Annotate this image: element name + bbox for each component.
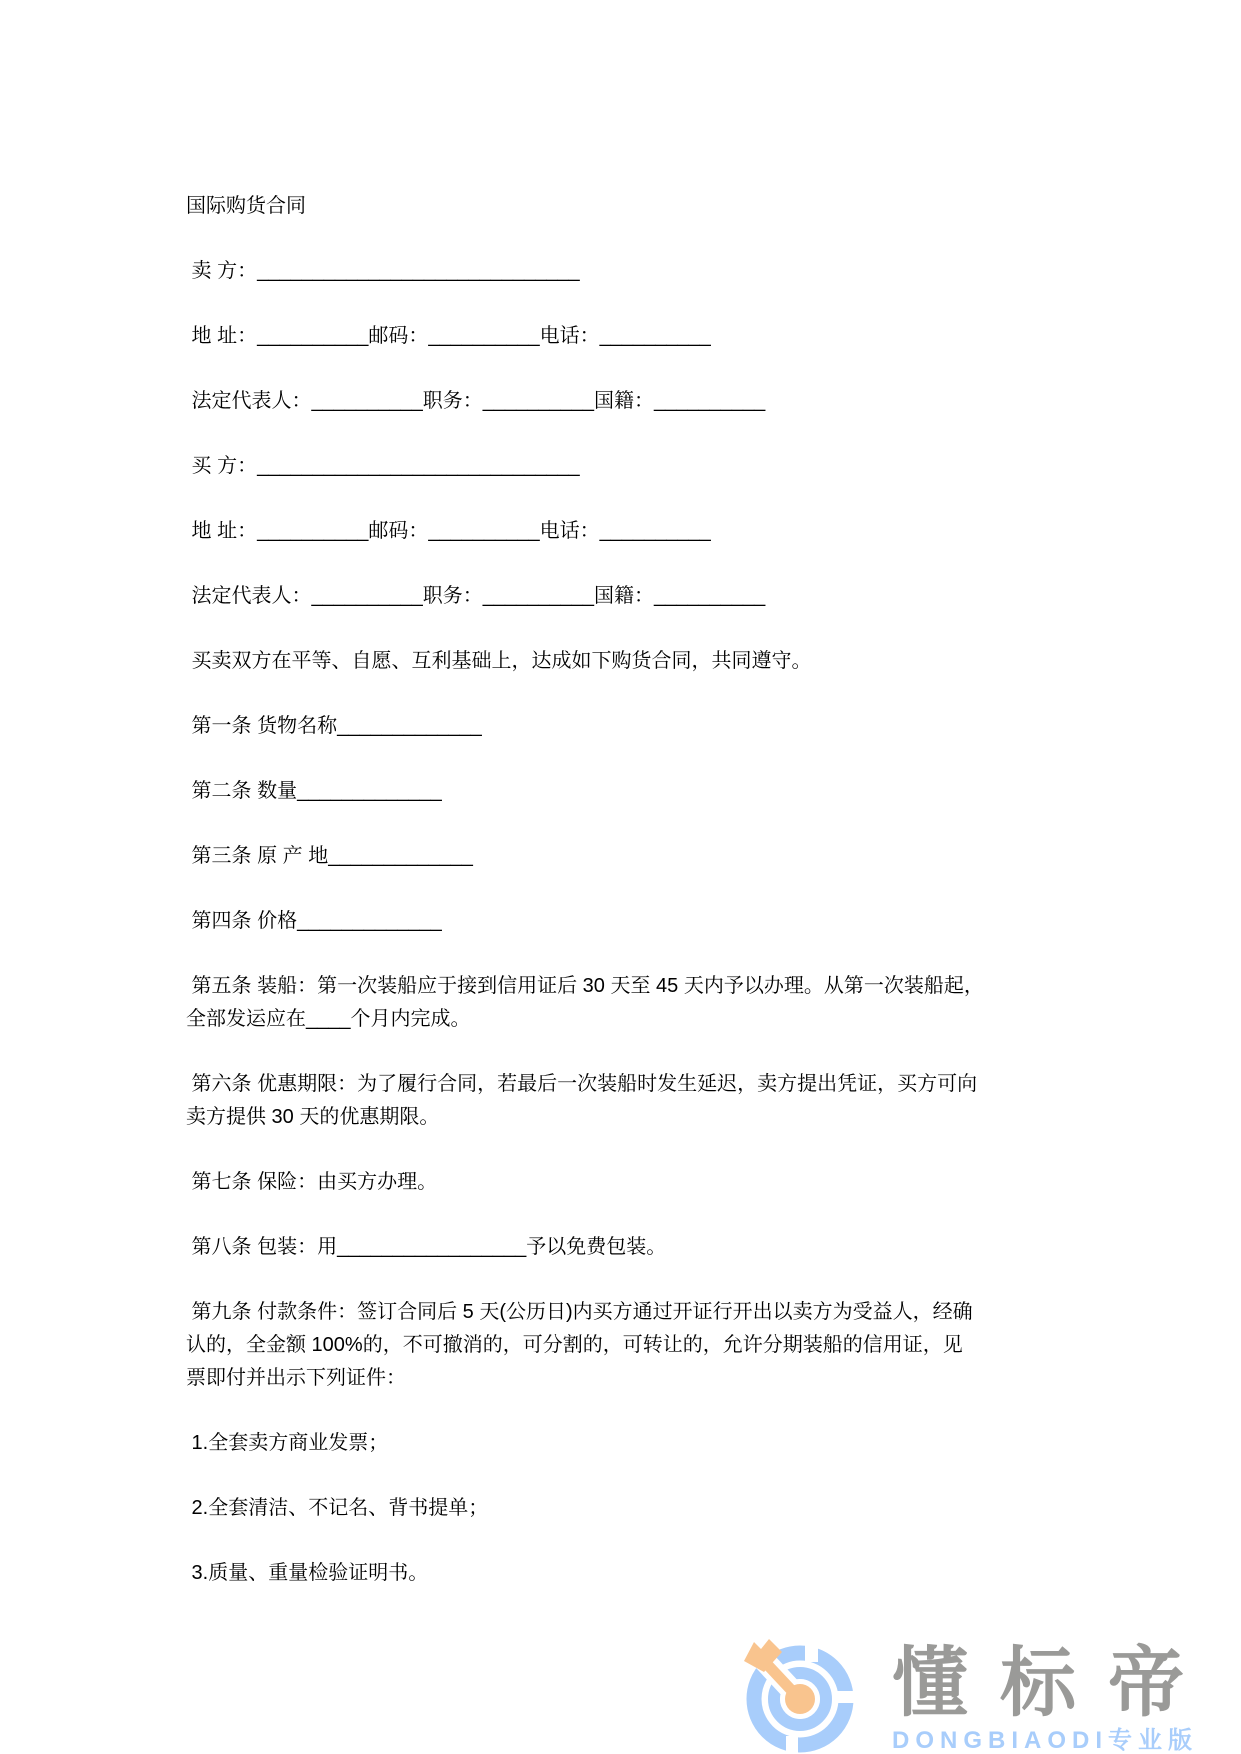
- paragraph: [186, 710, 1126, 743]
- paragraph: [186, 905, 1126, 938]
- brand-text-block: [892, 1633, 1222, 1753]
- paragraph-line: 地 址：__________邮码：__________电话：__________: [186, 325, 711, 347]
- paragraph-line: 第三条 原 产 地_____________: [186, 845, 473, 867]
- paragraph-line: 第八条 包装：用_________________予以免费包装。: [186, 1236, 667, 1258]
- paragraphs-container: [186, 255, 1126, 1590]
- paragraph-line: 买卖双方在平等、自愿、互利基础上，达成如下购货合同，共同遵守。: [186, 650, 812, 672]
- paragraph-line: 1.全套卖方商业发票；: [186, 1432, 389, 1454]
- paragraph-line: 第四条 价格_____________: [186, 910, 442, 932]
- target-dart-icon: [742, 1637, 858, 1754]
- paragraph-line: 买 方：_____________________________: [186, 455, 580, 477]
- paragraph: [186, 645, 1126, 678]
- paragraph: [186, 515, 1126, 548]
- brand-watermark: [742, 1633, 1222, 1754]
- paragraph: [186, 1427, 1126, 1460]
- paragraph-line: 票即付并出示下列证件：: [186, 1367, 406, 1389]
- paragraph-line: 认的，全金额 100%的，不可撤消的，可分割的，可转让的，允许分期装船的信用证，见: [186, 1334, 963, 1356]
- paragraph: [186, 1557, 1126, 1590]
- paragraph-line: 2.全套清洁、不记名、背书提单；: [186, 1497, 489, 1519]
- paragraph: [186, 385, 1126, 418]
- paragraph-line: 法定代表人：__________职务：__________国籍：__________: [186, 585, 766, 607]
- paragraph: [186, 840, 1126, 873]
- paragraph-line: 第七条 保险：由买方办理。: [186, 1171, 438, 1193]
- paragraph: [186, 580, 1126, 613]
- paragraph-line: 第一条 货物名称_____________: [186, 715, 482, 737]
- paragraph-line: 第九条 付款条件：签订合同后 5 天(公历日)内买方通过开证行开出以卖方为受益人，经确: [186, 1301, 973, 1323]
- paragraph-line: 第六条 优惠期限：为了履行合同，若最后一次装船时发生延迟，卖方提出凭证，买方可向: [186, 1073, 978, 1095]
- brand-subtitle: DONGBIAODI专业版: [892, 1727, 1198, 1754]
- paragraph-line: 卖方提供 30 天的优惠期限。: [186, 1106, 440, 1128]
- paragraph: [186, 1231, 1126, 1264]
- paragraph-line: 法定代表人：__________职务：__________国籍：__________: [186, 390, 766, 412]
- paragraph-line: 3.质量、重量检验证明书。: [186, 1562, 429, 1584]
- paragraph-line: 第五条 装船：第一次装船应于接到信用证后 30 天至 45 天内予以办理。从第一次装船起，: [186, 975, 984, 997]
- brand-name: 懂标帝: [892, 1641, 1216, 1726]
- paragraph: [186, 255, 1126, 288]
- paragraph: [186, 970, 1126, 1036]
- paragraph: [186, 1068, 1126, 1134]
- document-title: 国际购货合同: [186, 195, 306, 217]
- paragraph: [186, 450, 1126, 483]
- paragraph-line: 第二条 数量_____________: [186, 780, 442, 802]
- paragraph: [186, 320, 1126, 353]
- paragraph: [186, 1166, 1126, 1199]
- paragraph-line: 全部发运应在____个月内完成。: [186, 1008, 471, 1030]
- paragraph: [186, 775, 1126, 808]
- paragraph-line: 地 址：__________邮码：__________电话：__________: [186, 520, 711, 542]
- paragraph: [186, 1492, 1126, 1525]
- paragraph: [186, 1296, 1126, 1395]
- paragraph-line: 卖 方：_____________________________: [186, 260, 580, 282]
- document-body: [186, 190, 1126, 1622]
